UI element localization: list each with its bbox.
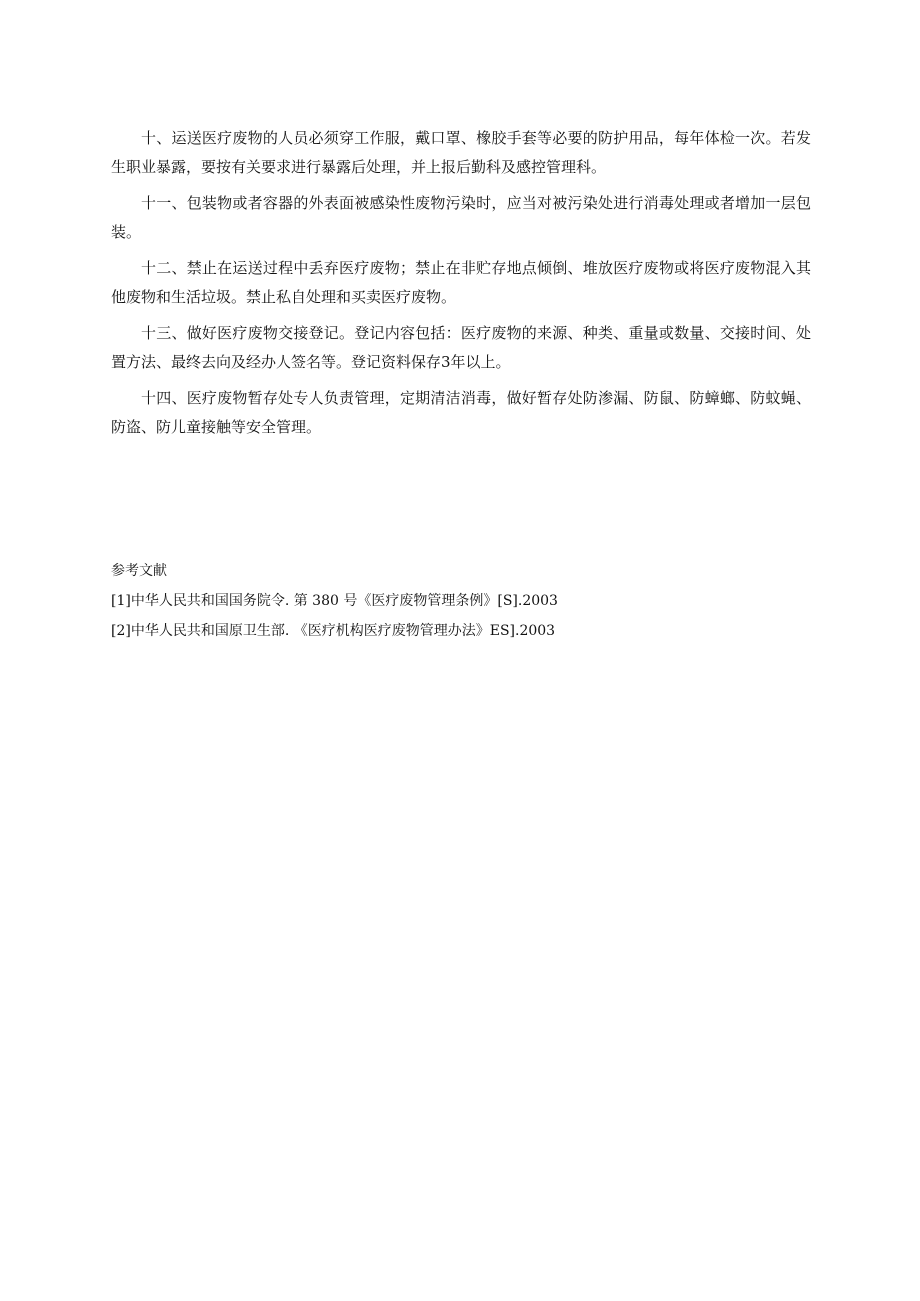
reference-item: [1]中华人民共和国国务院令. 第 380 号《医疗废物管理条例》[S].2003 bbox=[111, 593, 558, 609]
paragraph-10: 十、运送医疗废物的人员必须穿工作服，戴口罩、橡胶手套等必要的防护用品，每年体检一次。若发生职业暴露，要按有关要求进行暴露后处理，并上报后勤科及感控管理科。 bbox=[111, 129, 811, 176]
reference-item: [2]中华人民共和国原卫生部. 《医疗机构医疗废物管理办法》ES].2003 bbox=[111, 623, 556, 639]
references-section bbox=[111, 560, 811, 650]
paragraph-14: 十四、医疗废物暂存处专人负责管理，定期清洁消毒，做好暂存处防渗漏、防鼠、防蟑螂、防蚊蝇、防盗、防儿童接触等安全管理。 bbox=[111, 389, 811, 436]
paragraph-11: 十一、包装物或者容器的外表面被感染性废物污染时，应当对被污染处进行消毒处理或者增加一层包装。 bbox=[111, 194, 811, 241]
paragraph-12: 十二、禁止在运送过程中丢弃医疗废物；禁止在非贮存地点倾倒、堆放医疗废物或将医疗废物混入其他废物和生活垃圾。禁止私自处理和买卖医疗废物。 bbox=[111, 259, 811, 306]
paragraph-13: 十三、做好医疗废物交接登记。登记内容包括：医疗废物的来源、种类、重量或数量、交接时间、处置方法、最终去向及经办人签名等。登记资料保存3年以上。 bbox=[111, 324, 811, 371]
regulation-body bbox=[111, 124, 811, 449]
references-heading: 参考文献 bbox=[111, 563, 167, 579]
